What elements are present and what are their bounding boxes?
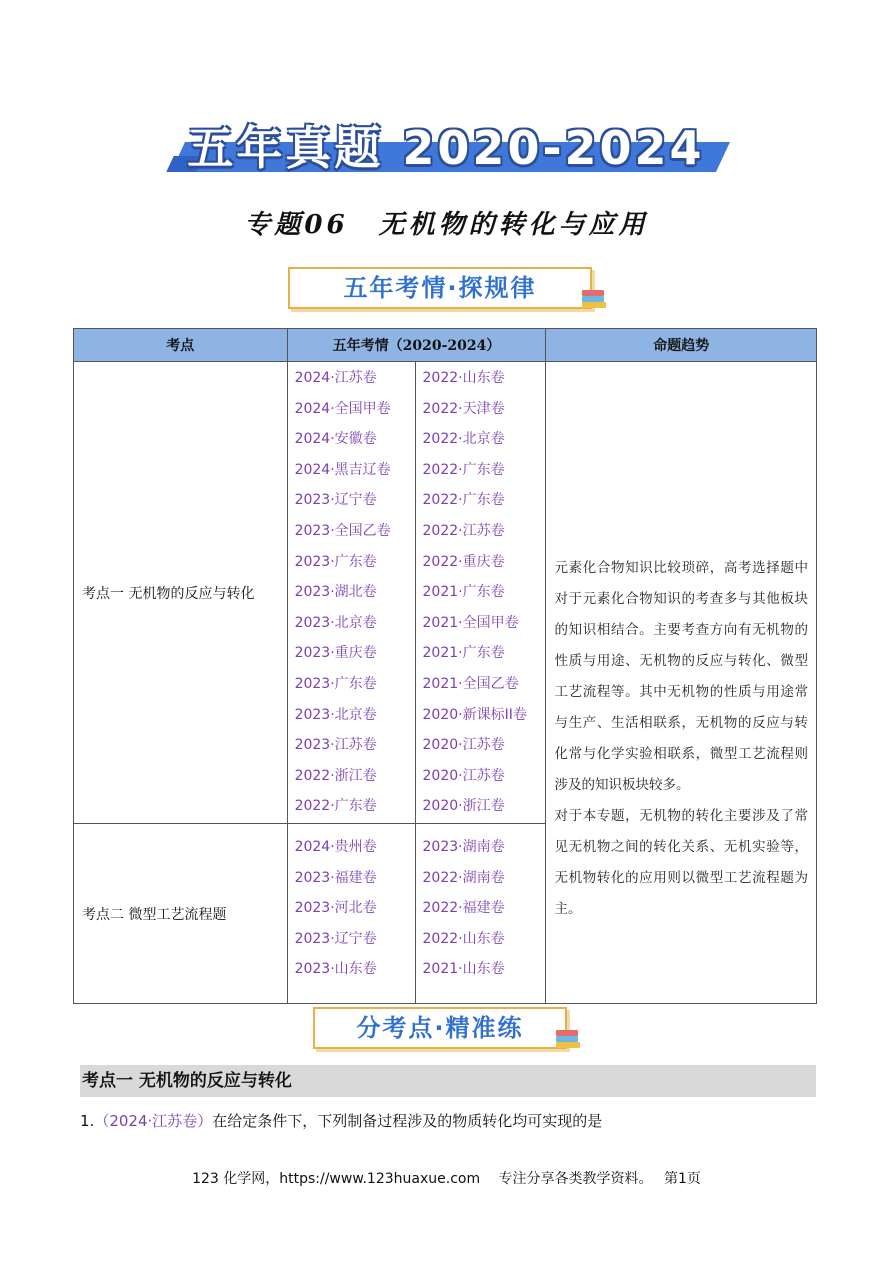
exam-list-col1 <box>287 824 415 1004</box>
exam-item: 2023·湖南卷 <box>422 839 505 855</box>
exam-item: 2022·广东卷 <box>294 798 377 815</box>
knowledge-point-heading: 考点一 无机物的反应与转化 <box>80 1065 816 1097</box>
exam-item: 2022·山东卷 <box>422 930 505 947</box>
section-heading-practice-text: 分考点·精准练 <box>356 1014 524 1042</box>
exam-item: 2023·山东卷 <box>294 961 377 978</box>
books-icon <box>582 290 608 312</box>
exam-item: 2022·福建卷 <box>422 900 505 917</box>
exam-item: 2022·广东卷 <box>422 492 505 509</box>
trend-paragraph-1: 元素化合物知识比较琐碎，高考选择题中对于元素化合物知识的考查多与其他板块的知识相结合。主要考查方向有无机物的性质与用途、无机物的反应与转化、微型工艺流程等。其中无机物的性质与用途常与生产、生活相联系，无机物的反应与转化常与化学实验相联系，微型工艺流程则涉及的知识板块较多。 <box>554 559 808 793</box>
exam-item: 2023·全国乙卷 <box>294 523 391 540</box>
exam-item: 2023·广东卷 <box>294 553 377 570</box>
exam-item: 2023·湖北卷 <box>294 584 377 601</box>
question-text: 在给定条件下，下列制备过程涉及的物质转化均可实现的是 <box>212 1112 603 1130</box>
trend-cell <box>546 362 817 1004</box>
section-heading-trends-text: 五年考情·探规律 <box>343 274 537 302</box>
exam-item: 2022·浙江卷 <box>294 767 377 784</box>
exam-item: 2023·广东卷 <box>294 675 377 692</box>
exam-item: 2023·重庆卷 <box>294 645 377 662</box>
exam-item: 2021·广东卷 <box>422 584 505 601</box>
exam-item: 2020·江苏卷 <box>422 767 505 784</box>
exam-item: 2020·新课标II卷 <box>422 706 527 723</box>
header-years: 五年考情（2020-2024） <box>287 329 546 362</box>
exam-item: 2022·江苏卷 <box>422 523 505 540</box>
section-heading-trends <box>288 267 592 309</box>
table-header-row <box>74 329 817 362</box>
exam-item: 2023·河北卷 <box>294 900 377 917</box>
exam-table <box>73 328 817 1004</box>
exam-item: 2022·广东卷 <box>422 461 505 478</box>
books-icon <box>556 1030 582 1052</box>
exam-item: 2020·江苏卷 <box>422 737 505 754</box>
exam-item: 2024·江苏卷 <box>294 370 377 387</box>
page-footer: 123 化学网，https://www.123huaxue.com 专注分享各类教学资料。 第1页 <box>192 1171 701 1187</box>
exam-item: 2022·天津卷 <box>422 400 505 417</box>
exam-item: 2024·安徽卷 <box>294 431 377 448</box>
exam-item: 2024·黑吉辽卷 <box>294 461 391 478</box>
exam-item: 2021·广东卷 <box>422 645 505 662</box>
exam-item: 2024·全国甲卷 <box>294 400 391 417</box>
exam-item: 2023·江苏卷 <box>294 737 377 754</box>
exam-item: 2021·全国乙卷 <box>422 675 519 692</box>
exam-item: 2023·北京卷 <box>294 706 377 723</box>
title-banner <box>170 112 722 174</box>
exam-item: 2022·山东卷 <box>422 370 505 387</box>
table-row <box>74 362 817 824</box>
topic-title: 专题06 无机物的转化与应用 <box>244 210 649 240</box>
exam-item: 2021·山东卷 <box>422 961 505 978</box>
exam-item: 2023·北京卷 <box>294 614 377 631</box>
banner-text: 五年真题 2020-2024 <box>187 121 705 175</box>
trend-paragraph-2: 对于本专题，无机物的转化主要涉及了常见无机物之间的转化关系、无机实验等，无机物转化的应用则以微型工艺流程题为主。 <box>554 807 808 917</box>
section-heading-practice <box>313 1007 567 1049</box>
header-trend: 命题趋势 <box>546 329 817 362</box>
exam-item: 2024·贵州卷 <box>294 839 377 855</box>
exam-item: 2020·浙江卷 <box>422 798 505 815</box>
exam-item: 2022·北京卷 <box>422 431 505 448</box>
exam-item: 2023·辽宁卷 <box>294 492 377 509</box>
header-point: 考点 <box>74 329 288 362</box>
question-source: （2024·江苏卷） <box>94 1112 213 1130</box>
point-cell: 考点一 无机物的反应与转化 <box>74 362 288 824</box>
exam-item: 2022·湖南卷 <box>422 869 505 886</box>
point-cell: 考点二 微型工艺流程题 <box>74 824 288 1004</box>
exam-item: 2021·全国甲卷 <box>422 614 519 631</box>
exam-item: 2022·重庆卷 <box>422 553 505 570</box>
question-number: 1. <box>80 1112 95 1130</box>
exam-item: 2023·辽宁卷 <box>294 930 377 947</box>
exam-list-col2 <box>415 824 546 1004</box>
question-1 <box>80 1110 602 1131</box>
exam-item: 2023·福建卷 <box>294 869 377 886</box>
exam-list-col2 <box>415 362 546 824</box>
exam-list-col1 <box>287 362 415 824</box>
